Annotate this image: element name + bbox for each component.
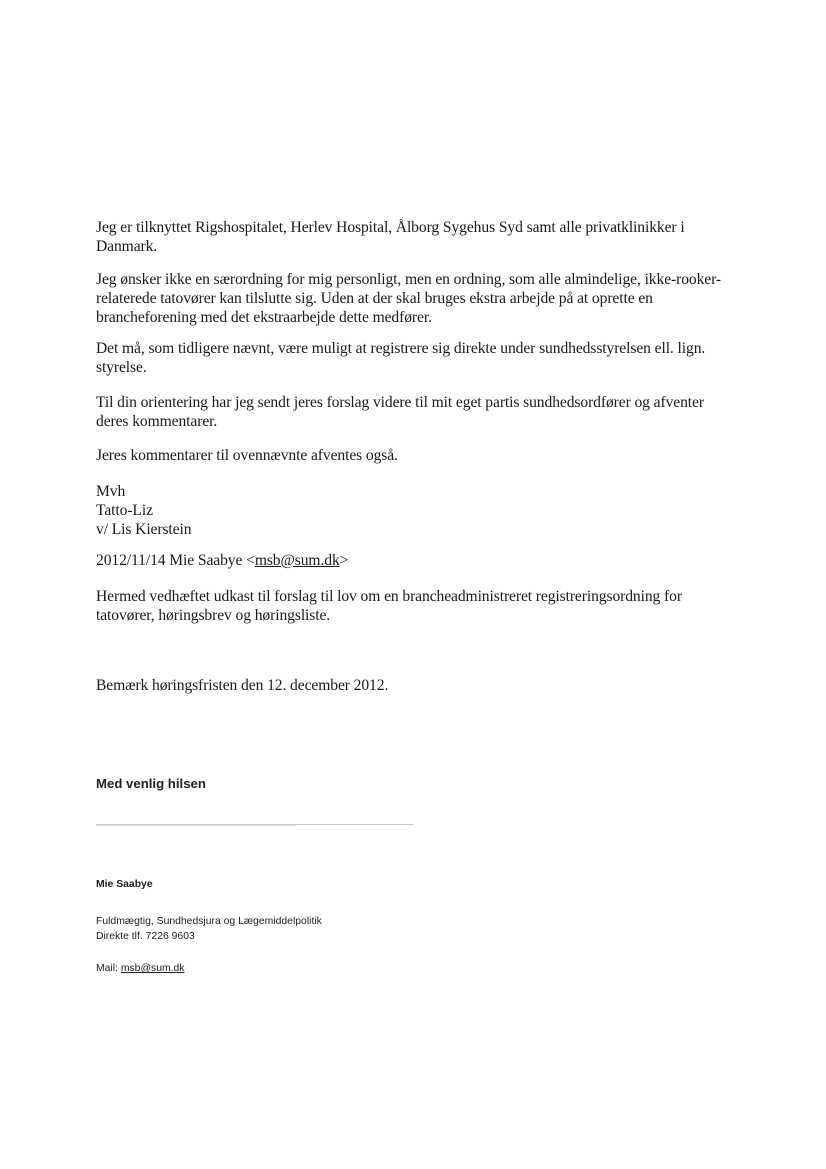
paragraph-awaiting [96,446,736,465]
text-line: Danmark. [96,238,158,255]
paragraph-forwarded [96,393,736,431]
signature-email-link[interactable]: msb@sum.dk [120,963,185,974]
sender-name: v/ Lis Kierstein [96,521,192,538]
signature-mail [96,962,185,976]
text-line: brancheforening med det ekstraarbejde dette medfører. [96,309,432,326]
text-line: tatovører, høringsbrev og høringsliste. [96,607,331,624]
signature-divider [96,823,414,827]
paragraph-request [96,270,736,327]
quoted-header [96,551,736,570]
sign-off [96,482,736,539]
quoted-email-link[interactable]: msb@sum.dk [254,552,340,569]
text-line: styrelse. [96,359,147,376]
text-line: Det må, som tidligere nævnt, være muligt at registrere sig direkte under sundhedsstyrelsen ell. lign. [96,340,706,357]
mail-label: Mail: [96,963,121,974]
company-name: Tatto-Liz [96,502,153,519]
text-line: Jeg ønsker ikke en særordning for mig personligt, men en ordning, som alle almindelige, ikke-rooker- [96,271,721,288]
text-line: Jeg er tilknyttet Rigshospitalet, Herlev Hospital, Ålborg Sygehus Syd samt alle privatklinikker i [96,219,685,236]
signature-title: Fuldmægtig, Sundhedsjura og Lægemiddelpolitik [96,916,322,927]
paragraph-registration [96,339,736,377]
text-line: Jeres kommentarer til ovennævnte afventes også. [96,447,398,464]
greeting: Mvh [96,483,126,500]
text-line: Bemærk høringsfristen den 12. december 2012. [96,677,389,694]
text-line: deres kommentarer. [96,413,218,430]
signature-details [96,914,322,944]
text-line: Hermed vedhæftet udkast til forslag til lov om en brancheadministreret registreringsordning for [96,588,682,605]
quoted-deadline [96,676,736,695]
quoted-header-line [96,551,736,570]
quoted-body [96,587,736,625]
signature-phone: Direkte tlf. 7226 9603 [96,931,195,942]
text-line: Til din orientering har jeg sendt jeres forslag videre til mit eget partis sundhedsordfører og afventer [96,394,704,411]
signature-closing: Med venlig hilsen [96,776,206,791]
quoted-header-suffix: > [339,552,349,569]
signature-name: Mie Saabye [96,879,153,890]
text-line: relaterede tatovører kan tilslutte sig. Uden at der skal bruges ekstra arbejde på at oprette en [96,290,653,307]
quoted-date-sender: 2012/11/14 Mie Saabye < [96,552,255,569]
paragraph-affiliation [96,218,736,256]
